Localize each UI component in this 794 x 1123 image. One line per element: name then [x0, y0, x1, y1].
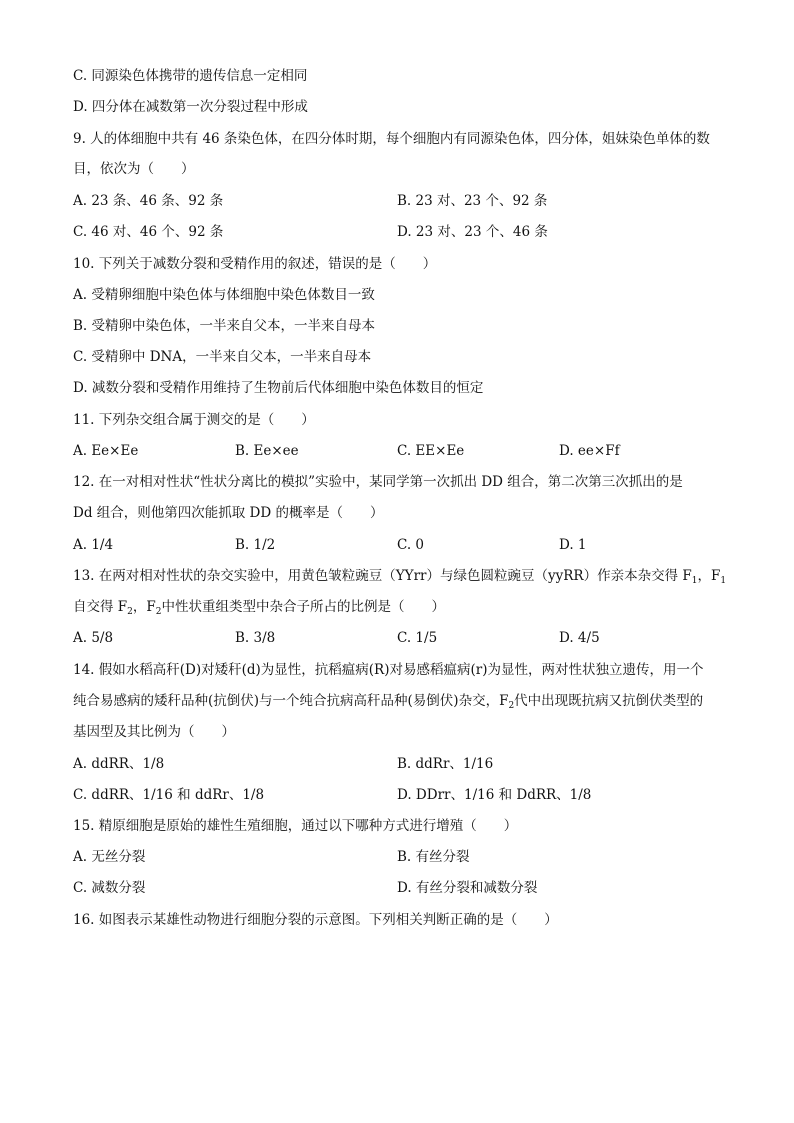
- q12-option-c: C. 0: [397, 537, 425, 553]
- q14-stem-line1: 14. 假如水稻高秆(D)对矮秆(d)为显性，抗稻瘟病(R)对易感稻瘟病(r)为显性，两对性状独立遗传，用一个: [73, 662, 704, 678]
- q14-stem-line3: 基因型及其比例为（ ）: [73, 724, 235, 740]
- q14-option-a: A. ddRR、1/8: [73, 756, 165, 772]
- q10-option-b: B. 受精卵中染色体，一半来自父本，一半来自母本: [73, 318, 376, 334]
- q12-stem-line2: Dd 组合，则他第四次能抓取 DD 的概率是（ ）: [73, 505, 384, 521]
- q9-option-d: D. 23 对、23 个、46 条: [397, 224, 548, 240]
- q13-stem-line1: 13. 在两对相对性状的杂交实验中，用黄色皱粒豌豆（YYrr）与绿色圆粒豌豆（yyRR）作亲本杂交得 $F_1$，$F_1$: [73, 568, 727, 586]
- q13-stem-line2: 自交得 $F_2$，$F_2$中性状重组类型中杂合子所占的比例是（ ）: [73, 599, 446, 617]
- q12-option-b: B. 1/2: [235, 537, 276, 553]
- q11-option-b: B. Ee×ee: [235, 443, 299, 459]
- q14-option-b: B. ddRr、1/16: [397, 756, 494, 772]
- q15-stem: 15. 精原细胞是原始的雄性生殖细胞，通过以下哪种方式进行增殖（ ）: [73, 818, 518, 834]
- q15-option-d: D. 有丝分裂和减数分裂: [397, 880, 538, 896]
- q11-option-c: C. EE×Ee: [397, 443, 465, 459]
- q10-stem: 10. 下列关于减数分裂和受精作用的叙述，错误的是（ ）: [73, 256, 437, 272]
- q11-stem: 11. 下列杂交组合属于测交的是（ ）: [73, 412, 315, 428]
- q11-option-a: A. Ee×Ee: [73, 443, 139, 459]
- q14-option-d: D. DDrr、1/16 和 DdRR、1/8: [397, 787, 592, 803]
- q9-option-c: C. 46 对、46 个、92 条: [73, 224, 224, 240]
- q10-option-a: A. 受精卵细胞中染色体与体细胞中染色体数目一致: [73, 287, 375, 303]
- q10-option-d: D. 减数分裂和受精作用维持了生物前后代体细胞中染色体数目的恒定: [73, 380, 484, 396]
- q13-option-c: C. 1/5: [397, 630, 438, 646]
- q12-option-a: A. 1/4: [73, 537, 114, 553]
- q9-stem-line1: 9. 人的体细胞中共有 46 条染色体，在四分体时期，每个细胞内有同源染色体，四分体，姐妹染色单体的数: [73, 131, 710, 147]
- q10-option-c: C. 受精卵中 DNA，一半来自父本，一半来自母本: [73, 349, 372, 365]
- q14-option-c: C. ddRR、1/16 和 ddRr、1/8: [73, 787, 265, 803]
- q16-stem: 16. 如图表示某雄性动物进行细胞分裂的示意图。下列相关判断正确的是（ ）: [73, 912, 558, 928]
- q9-stem-line2: 目，依次为（ ）: [73, 161, 195, 177]
- q12-option-d: D. 1: [559, 537, 587, 553]
- q15-option-b: B. 有丝分裂: [397, 849, 470, 865]
- q9-option-a: A. 23 条、46 条、92 条: [73, 193, 224, 209]
- q9-option-b: B. 23 对、23 个、92 条: [397, 193, 548, 209]
- q15-option-a: A. 无丝分裂: [73, 849, 146, 865]
- q13-option-d: D. 4/5: [559, 630, 600, 646]
- q11-option-d: D. ee×Ff: [559, 443, 620, 459]
- q12-stem-line1: 12. 在一对相对性状“性状分离比的模拟”实验中，某同学第一次抓出 DD 组合，第二次第三次抓出的是: [73, 474, 683, 490]
- q14-stem-line2: 纯合易感病的矮秆品种(抗倒伏)与一个纯合抗病高秆品种(易倒伏)杂交，$F_2$代中出现既抗病又抗倒伏类型的: [73, 693, 704, 711]
- prev-option-d: D. 四分体在减数第一次分裂过程中形成: [73, 99, 308, 115]
- q15-option-c: C. 减数分裂: [73, 880, 146, 896]
- q13-option-b: B. 3/8: [235, 630, 276, 646]
- prev-option-c: C. 同源染色体携带的遗传信息一定相同: [73, 68, 308, 84]
- q13-option-a: A. 5/8: [73, 630, 114, 646]
